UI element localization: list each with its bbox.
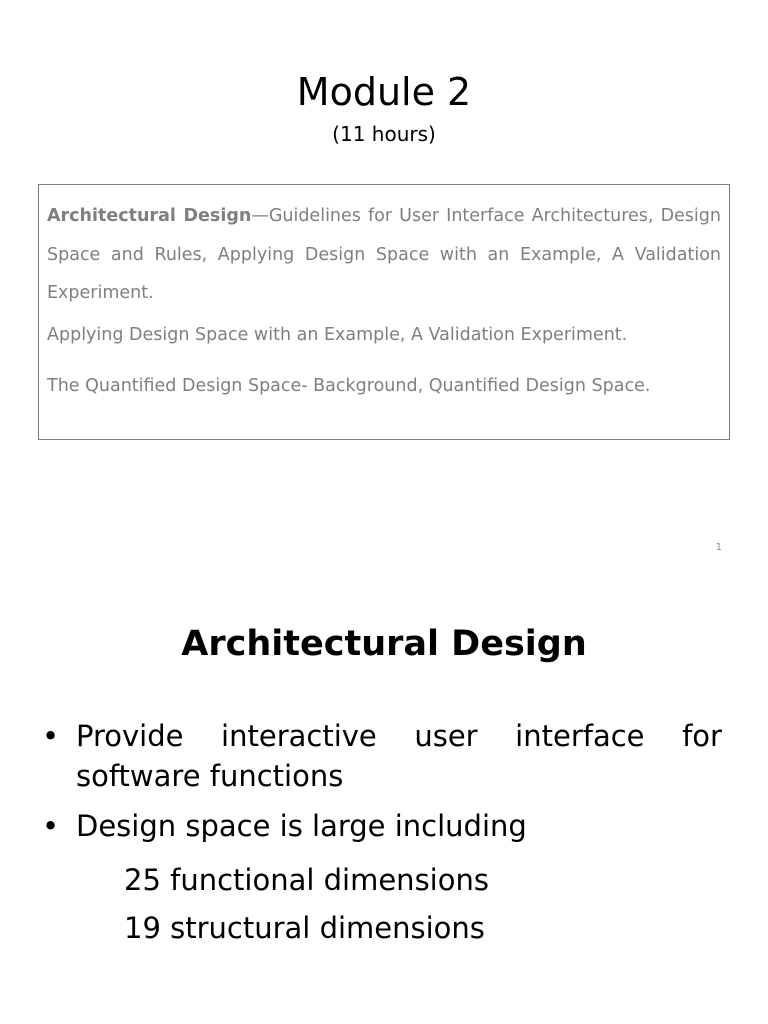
syllabus-paragraph-3: The Quantified Design Space- Background, Quantified Design Space.	[47, 375, 651, 396]
slide-heading: Architectural Design	[181, 624, 587, 664]
bullet-item-2	[40, 806, 722, 846]
page-number: 1	[715, 542, 722, 553]
bullet-list	[40, 716, 722, 952]
topic-description: —Guidelines for User Interface Architectures, Design Space and Rules, Applying Design Space with an Example, A Validation Experiment.	[47, 206, 721, 303]
bullet-item-1	[40, 716, 722, 796]
sub-line-functional: 25 functional dimensions	[124, 863, 489, 897]
slide-subtitle: (11 hours)	[332, 122, 436, 146]
bullet-2-text: Design space is large including	[76, 809, 527, 843]
syllabus-content-box	[38, 184, 730, 440]
topic-term: Architectural Design	[47, 206, 252, 226]
bullet-1-word: for	[682, 719, 722, 753]
bullet-dot-icon: •	[42, 719, 60, 753]
syllabus-paragraph-1	[47, 197, 721, 313]
sub-line-structural: 19 structural dimensions	[124, 911, 485, 945]
slide-title: Module 2	[296, 70, 472, 114]
bullet-1-word: interactive	[221, 719, 377, 753]
bullet-dot-icon: •	[42, 809, 60, 843]
bullet-1-line-2: software functions	[76, 759, 344, 793]
syllabus-paragraph-2: Applying Design Space with an Example, A Validation Experiment.	[47, 324, 628, 345]
slide-2	[0, 576, 768, 1024]
bullet-1-word: interface	[515, 719, 645, 753]
bullet-1-word: user	[414, 719, 478, 753]
bullet-1-line-1	[76, 716, 722, 756]
bullet-1-word: Provide	[76, 719, 184, 753]
